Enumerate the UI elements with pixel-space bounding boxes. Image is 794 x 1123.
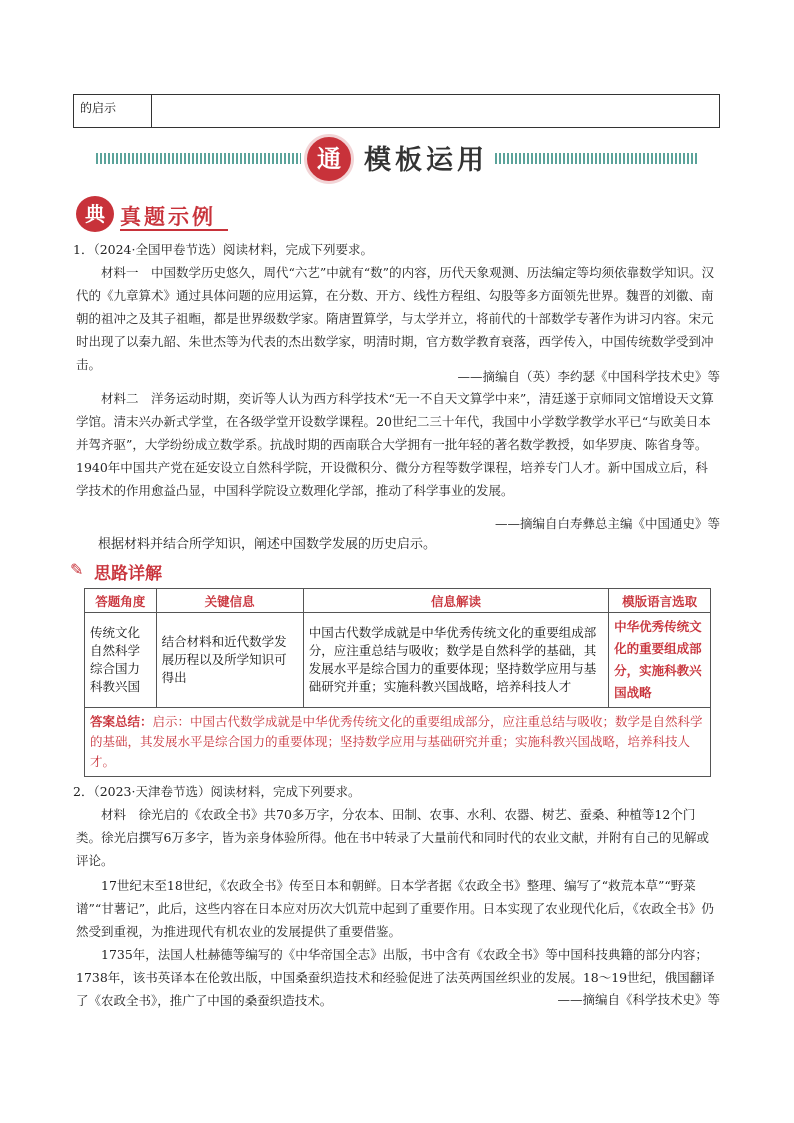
answer-summary xyxy=(85,708,711,777)
header-key-info: 关键信息 xyxy=(156,589,303,613)
cell-angle: 传统文化自然科学综合国力科教兴国 xyxy=(85,613,157,708)
idea-title: 思路详解 xyxy=(94,564,162,584)
cell-interpretation: 中国古代数学成就是中华优秀传统文化的重要组成部分，应注重总结与吸收；数学是自然科学的基础，其发展水平是综合国力的重要体现；坚持数学应用与基础研究并重；实施科教兴国战略，培养科技人才 xyxy=(303,613,608,708)
section-badge: 典 xyxy=(76,196,114,232)
q2-paragraph3: 1735年，法国人杜赫德等编写的《中华帝国全志》出版，书中含有《农政全书》等中国科技典籍的部分内容；1738年，该书英译本在伦敦出版，中国桑蚕织造技术和经验促进了法英两国丝织业的发展。18～19世纪，俄国翻译了《农政全书》，推广了中国的桑蚕织造技术。 xyxy=(76,947,715,1008)
q2-source: ——摘编自《科学技术史》等 xyxy=(557,992,720,1007)
section-title: 真题示例 xyxy=(120,204,216,229)
cell-key-info: 结合材料和近代数学发展历程以及所学知识可得出 xyxy=(156,613,303,708)
q2-paragraph2: 17世纪末至18世纪，《农政全书》传至日本和朝鲜。日本学者据《农政全书》整理、编写了“救荒本草”“野菜谱”“甘薯记”，此后，这些内容在日本应对历次大饥荒中起到了重要作用。日本实现了农业现代化后，《农政全书》仍然受到重视，为推进现代有机农业的发展提供了重要借鉴。 xyxy=(76,878,714,939)
table-row xyxy=(85,613,711,708)
summary-label: 答案总结： xyxy=(90,714,153,729)
q2-material: 材料 徐光启的《农政全书》共70多万字，分农本、田制、农事、水利、农器、树艺、蚕桑、种植等12个门类。徐光启撰写6万多字，皆为亲身体验所得。他在书中转录了大量前代和同时代的农业文献，并附有自己的见解或评论。 xyxy=(76,807,709,868)
q1-source1: ——摘编自（英）李约瑟《中国科学技术史》等 xyxy=(457,369,720,384)
summary-row xyxy=(85,708,711,777)
header-template: 模版语言选取 xyxy=(609,589,711,613)
cell-template: 中华优秀传统文化的重要组成部分，实施科教兴国战略 xyxy=(609,613,711,708)
banner-stripe-right xyxy=(495,153,697,164)
q2-heading: 2．（2023·天津卷节选）阅读材料，完成下列要求。 xyxy=(73,784,361,799)
answer-table xyxy=(84,588,711,777)
section-underline xyxy=(120,229,228,231)
banner-stripe-left xyxy=(96,153,301,164)
header-interpretation: 信息解读 xyxy=(303,589,608,613)
table-header-row xyxy=(85,589,711,613)
banner-title: 模板运用 xyxy=(364,145,488,176)
q1-heading: 1．（2024·全国甲卷节选）阅读材料，完成下列要求。 xyxy=(73,242,373,257)
banner-badge: 通 xyxy=(304,134,354,184)
header-angle: 答题角度 xyxy=(85,589,157,613)
q1-material2: 材料二 洋务运动时期，奕䜣等人认为西方科学技术“无一不自天文算学中来”，清廷遂于京师同文馆增设天文算学馆。清末兴办新式学堂，在各级学堂开设数学课程。20世纪二三十年代，我国中小学数学教学水平已“与欧美日本并驾齐驱”，大学纷纷成立数学系。抗战时期的西南联合大学拥有一批年轻的著名数学教授，如华罗庚、陈省身等。1940年中国共产党在延安设立自然科学院，开设微积分、微分方程等数学课程，培养专门人才。新中国成立后，科学技术的作用愈益凸显，中国科学院设立数理化学部，推动了科学事业的发展。 xyxy=(76,391,714,498)
summary-text: 启示：中国古代数学成就是中华优秀传统文化的重要组成部分，应注重总结与吸收；数学是自然科学的基础，其发展水平是综合国力的重要体现；坚持数学应用与基础研究并重；实施科教兴国战略，培养科技人才。 xyxy=(90,714,703,769)
q1-material1: 材料一 中国数学历史悠久，周代“六艺”中就有“数”的内容，历代天象观测、历法编定等均须依靠数学知识。汉代的《九章算术》通过具体问题的应用运算，在分数、开方、线性方程组、勾股等多方面领先世界。魏晋的刘徽、南朝的祖冲之及其子祖暅，都是世界级数学家。隋唐置算学，与太学并立，将前代的十部数学专著作为讲习内容。宋元时出现了以秦九韶、朱世杰等为代表的杰出数学家，明清时期，官方数学教育衰落，西学传入，中国传统数学受到冲击。 xyxy=(76,265,715,372)
table-cell-label: 的启示 xyxy=(74,95,152,127)
q1-source2: ——摘编自白寿彝总主编《中国通史》等 xyxy=(494,516,720,531)
top-table-fragment xyxy=(73,94,720,128)
pencil-icon: ✎ xyxy=(70,560,84,579)
q1-question: 根据材料并结合所学知识，阐述中国数学发展的历史启示。 xyxy=(98,537,437,552)
